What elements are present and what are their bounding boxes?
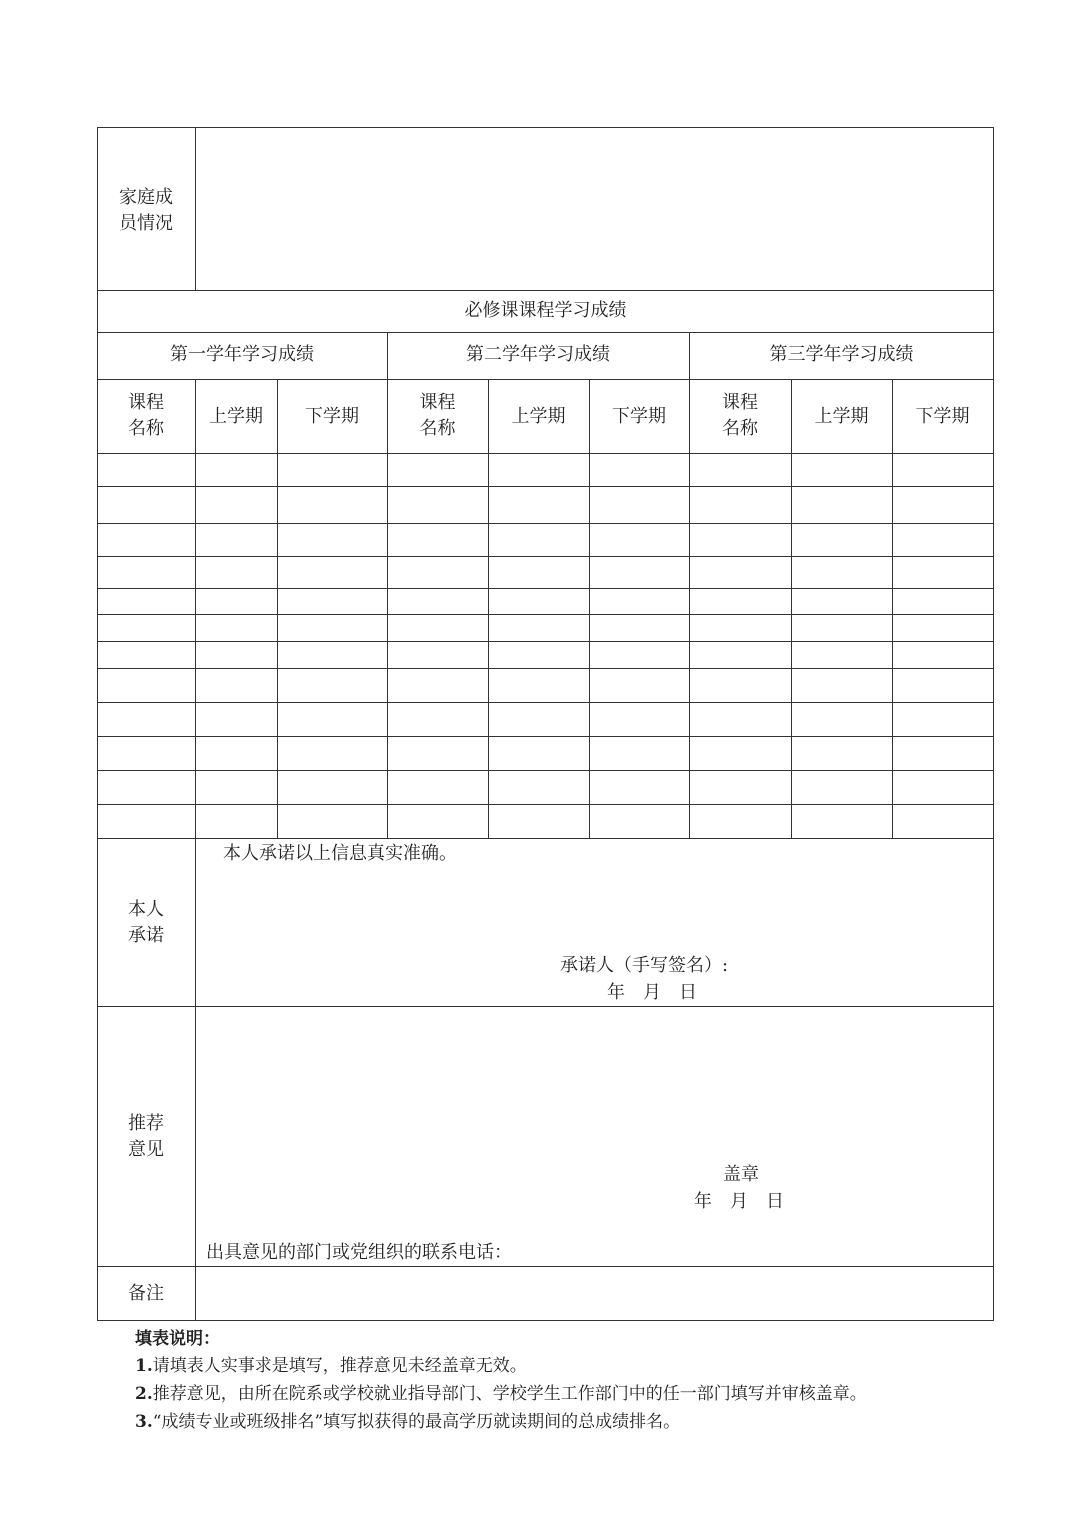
grade-cell[interactable] <box>388 703 488 736</box>
grade-cell[interactable] <box>893 737 993 770</box>
grade-cell[interactable] <box>590 487 689 523</box>
grade-cell[interactable] <box>792 642 892 668</box>
grade-cell[interactable] <box>388 589 488 614</box>
grades-section-title: 必修课课程学习成绩 <box>464 300 627 321</box>
grade-cell[interactable] <box>388 487 488 523</box>
grade-cell[interactable] <box>388 669 488 702</box>
grade-cell[interactable] <box>196 487 277 523</box>
grade-cell[interactable] <box>590 642 689 668</box>
grade-cell[interactable] <box>690 524 791 556</box>
year3-title: 第三学年学习成绩 <box>769 344 914 365</box>
grade-cell[interactable] <box>690 771 791 804</box>
grade-cell[interactable] <box>196 669 277 702</box>
grade-cell[interactable] <box>489 737 589 770</box>
grade-cell[interactable] <box>792 487 892 523</box>
grade-cell[interactable] <box>893 669 993 702</box>
grade-cell[interactable] <box>388 737 488 770</box>
grade-cell[interactable] <box>792 589 892 614</box>
grade-cell[interactable] <box>196 703 277 736</box>
grade-cell[interactable] <box>690 557 791 588</box>
grade-cell[interactable] <box>489 703 589 736</box>
grade-cell[interactable] <box>278 589 387 614</box>
grade-cell[interactable] <box>893 805 993 838</box>
instruction-item: 1.请填表人实事求是填写，推荐意见未经盖章无效。 <box>135 1356 527 1376</box>
pledge-field[interactable] <box>196 839 993 1006</box>
grade-cell[interactable] <box>278 642 387 668</box>
grade-cell[interactable] <box>489 771 589 804</box>
family-label: 家庭成 员情况 <box>119 187 173 234</box>
grade-cell[interactable] <box>590 589 689 614</box>
grade-cell[interactable] <box>196 454 277 486</box>
grade-cell[interactable] <box>489 805 589 838</box>
grade-cell[interactable] <box>278 524 387 556</box>
pledge-statement: 本人承诺以上信息真实准确。 <box>223 843 457 864</box>
grade-cell[interactable] <box>489 589 589 614</box>
grade-cell[interactable] <box>792 737 892 770</box>
recommendation-label: 推荐 意见 <box>128 1113 164 1160</box>
grade-cell[interactable] <box>278 615 387 641</box>
grade-cell[interactable] <box>792 524 892 556</box>
recommendation-seal: 盖章 <box>723 1164 759 1185</box>
year3-first-term-header: 上学期 <box>814 406 869 427</box>
grade-cell[interactable] <box>792 669 892 702</box>
year2-title: 第二学年学习成绩 <box>466 344 610 365</box>
year2-first-term-header: 上学期 <box>511 406 566 427</box>
grade-cell[interactable] <box>278 454 387 486</box>
grade-cell[interactable] <box>590 703 689 736</box>
grade-cell[interactable] <box>489 669 589 702</box>
year1-title: 第一学年学习成绩 <box>170 344 314 365</box>
year2-course-name-header: 课程 名称 <box>419 392 456 439</box>
grade-cell[interactable] <box>196 771 277 804</box>
grade-cell[interactable] <box>388 454 488 486</box>
grade-cell[interactable] <box>690 703 791 736</box>
year-header-line <box>97 379 994 380</box>
grade-cell[interactable] <box>792 771 892 804</box>
grade-cell[interactable] <box>792 557 892 588</box>
grade-cell[interactable] <box>196 615 277 641</box>
grade-cell[interactable] <box>98 805 195 838</box>
grade-cell[interactable] <box>388 524 488 556</box>
grade-cell[interactable] <box>690 642 791 668</box>
grade-cell[interactable] <box>196 642 277 668</box>
grade-cell[interactable] <box>388 557 488 588</box>
grade-cell[interactable] <box>590 737 689 770</box>
grade-cell[interactable] <box>893 703 993 736</box>
grade-cell[interactable] <box>893 557 993 588</box>
recommendation-date: 年 月 日 <box>694 1191 784 1212</box>
grade-cell[interactable] <box>278 771 387 804</box>
grade-cell[interactable] <box>590 805 689 838</box>
grade-cell[interactable] <box>690 454 791 486</box>
grade-cell[interactable] <box>792 805 892 838</box>
grade-cell[interactable] <box>196 737 277 770</box>
instruction-item: 2.推荐意见，由所在院系或学校就业指导部门、学校学生工作部门中的任一部门填写并审核盖章。 <box>135 1384 867 1404</box>
instruction-item: 3.“成绩专业或班级排名”填写拟获得的最高学历就读期间的总成绩排名。 <box>135 1412 681 1432</box>
grade-cell[interactable] <box>489 454 589 486</box>
grade-cell[interactable] <box>690 737 791 770</box>
year3-second-term-header: 下学期 <box>915 406 970 427</box>
year2-second-term-header: 下学期 <box>612 406 666 427</box>
recommendation-field[interactable] <box>196 1007 993 1266</box>
year1-course-name-header: 课程 名称 <box>128 392 164 439</box>
grade-cell[interactable] <box>98 703 195 736</box>
grade-cell[interactable] <box>792 615 892 641</box>
grade-cell[interactable] <box>278 487 387 523</box>
grade-cell[interactable] <box>489 524 589 556</box>
grade-cell[interactable] <box>489 487 589 523</box>
grade-cell[interactable] <box>98 557 195 588</box>
family-members-field[interactable] <box>196 128 993 290</box>
grade-cell[interactable] <box>388 771 488 804</box>
table-bottom-border <box>97 1320 994 1321</box>
remarks-field[interactable] <box>196 1267 993 1320</box>
grade-cell[interactable] <box>590 669 689 702</box>
grade-cell[interactable] <box>196 524 277 556</box>
grade-cell[interactable] <box>98 589 195 614</box>
grade-cell[interactable] <box>98 487 195 523</box>
grade-cell[interactable] <box>278 669 387 702</box>
grade-cell[interactable] <box>489 615 589 641</box>
grade-cell[interactable] <box>690 805 791 838</box>
grade-cell[interactable] <box>196 805 277 838</box>
grade-cell[interactable] <box>893 589 993 614</box>
grade-cell[interactable] <box>893 771 993 804</box>
grade-cell[interactable] <box>690 615 791 641</box>
grade-cell[interactable] <box>98 737 195 770</box>
grade-cell[interactable] <box>388 642 488 668</box>
grade-cell[interactable] <box>590 557 689 588</box>
grade-cell[interactable] <box>98 771 195 804</box>
grade-cell[interactable] <box>388 805 488 838</box>
grade-cell[interactable] <box>388 615 488 641</box>
instructions-title: 填表说明： <box>135 1329 220 1349</box>
grade-cell[interactable] <box>893 642 993 668</box>
year1-second-term-header: 下学期 <box>305 406 359 427</box>
grade-cell[interactable] <box>792 703 892 736</box>
grade-cell[interactable] <box>893 524 993 556</box>
pledge-label: 本人 承诺 <box>128 899 164 946</box>
grade-cell[interactable] <box>489 557 589 588</box>
remarks-label: 备注 <box>128 1283 164 1304</box>
grades-title-line <box>97 332 994 333</box>
grade-cell[interactable] <box>690 589 791 614</box>
grade-cell[interactable] <box>590 454 689 486</box>
grade-cell[interactable] <box>590 524 689 556</box>
grade-cell[interactable] <box>893 454 993 486</box>
grade-cell[interactable] <box>590 771 689 804</box>
grade-cell[interactable] <box>792 454 892 486</box>
pledge-signer: 承诺人（手写签名）: <box>560 955 729 976</box>
grade-cell[interactable] <box>893 615 993 641</box>
grade-cell[interactable] <box>690 487 791 523</box>
grade-cell[interactable] <box>98 454 195 486</box>
family-bottom-line <box>97 290 994 291</box>
grade-cell[interactable] <box>489 642 589 668</box>
grade-cell[interactable] <box>690 669 791 702</box>
grade-cell[interactable] <box>278 737 387 770</box>
grade-cell[interactable] <box>278 703 387 736</box>
grade-cell[interactable] <box>196 557 277 588</box>
recommendation-contact: 出具意见的部门或党组织的联系电话： <box>206 1242 512 1263</box>
pledge-date: 年 月 日 <box>607 982 697 1003</box>
grade-cell[interactable] <box>98 615 195 641</box>
year1-first-term-header: 上学期 <box>209 406 263 427</box>
grade-cell[interactable] <box>590 615 689 641</box>
grade-cell[interactable] <box>278 805 387 838</box>
grade-cell[interactable] <box>278 557 387 588</box>
grade-cell[interactable] <box>893 487 993 523</box>
grade-cell[interactable] <box>98 524 195 556</box>
year3-course-name-header: 课程 名称 <box>722 392 758 439</box>
grade-cell[interactable] <box>196 589 277 614</box>
grade-cell[interactable] <box>98 669 195 702</box>
grade-cell[interactable] <box>98 642 195 668</box>
